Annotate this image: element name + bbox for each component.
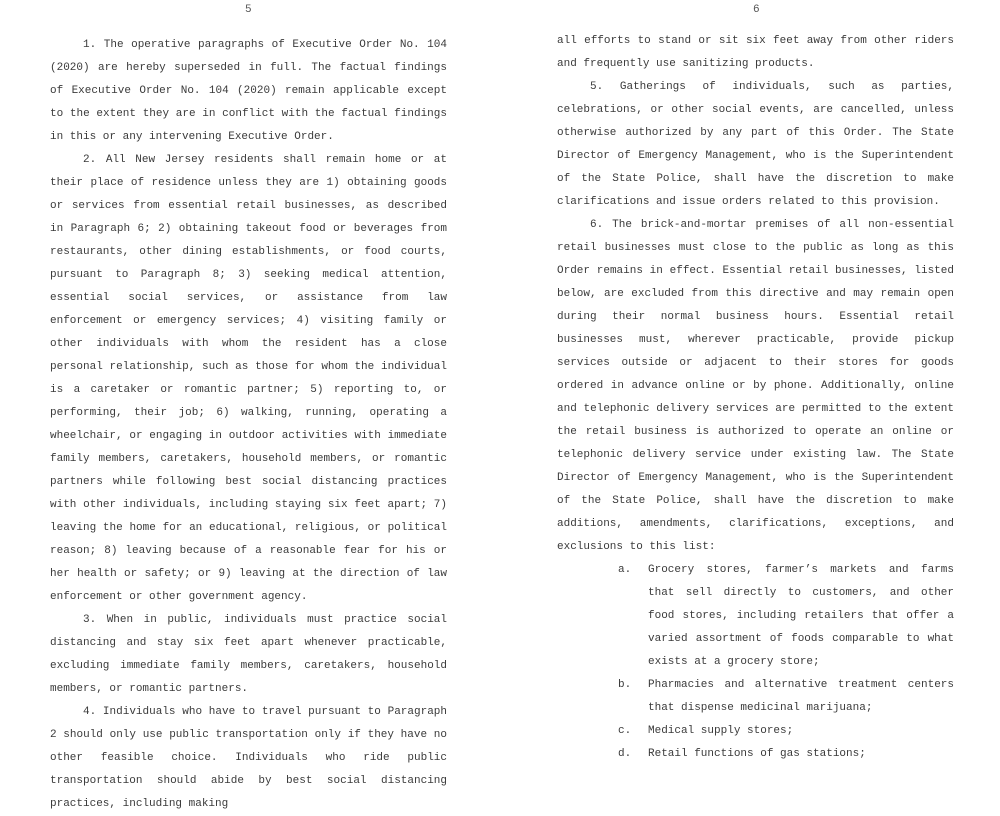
- list-item-text: Retail functions of gas stations;: [648, 748, 866, 760]
- list-item-letter: a.: [618, 564, 632, 576]
- list-item-letter: d.: [618, 748, 632, 760]
- paragraph-5: 5. Gatherings of individuals, such as parties, celebrations, or other social events, are cancelled, unless otherwise authorized by any part of this Order. The State Director of Emergency Management, who is the Superintendent of the State Police, shall have the discretion to make clarifications and issue orders related to this provision.: [557, 81, 954, 208]
- list-item: [557, 720, 954, 743]
- list-item-text: Pharmacies and alternative treatment centers that dispense medicinal marijuana;: [648, 679, 954, 714]
- paragraph-1: 1. The operative paragraphs of Executive Order No. 104 (2020) are hereby superseded in full. The factual findings of Executive Order No. 104 (2020) remain applicable except to the extent they are in conflict with the factual findings in this or any intervening Executive Order.: [50, 39, 447, 143]
- right-page-body: [557, 30, 954, 766]
- paragraph-4-continuation: all efforts to stand or sit six feet away from other riders and frequently use sanitizing products.: [557, 35, 954, 70]
- essential-retail-list: [557, 559, 954, 766]
- paragraph-4: 4. Individuals who have to travel pursuant to Paragraph 2 should only use public transportation only if they have no other feasible choice. Individuals who ride public transportation should abide by best social distancing practices, including making: [50, 706, 447, 810]
- left-page-body: [50, 34, 447, 816]
- list-item-letter: b.: [618, 679, 632, 691]
- paragraph-2: 2. All New Jersey residents shall remain home or at their place of residence unless they are 1) obtaining goods or services from essential retail businesses, as described in Paragraph 6; 2) obtaining takeout food or beverages from restaurants, other dining establishments, or food courts, pursuant to Paragraph 8; 3) seeking medical attention, essential social services, or assistance from law enforcement or emergency services; 4) visiting family or other individuals with whom the resident has a close personal relationship, such as those for whom the individual is a caretaker or romantic partner; 5) reporting to, or performing, their job; 6) walking, running, operating a wheelchair, or engaging in outdoor activities with immediate family members, caretakers, household members, or romantic partners while following best social distancing practices with other individuals, including staying six feet apart; 7) leaving the home for an educational, religious, or political reason; 8) leaving because of a reasonable fear for his or her health or safety; or 9) leaving at the direction of law enforcement or other government agency.: [50, 154, 447, 603]
- list-item-text: Grocery stores, farmer’s markets and farms that sell directly to customers, and other food stores, including retailers that offer a varied assortment of foods comparable to what exists at a grocery store;: [648, 564, 954, 668]
- right-page: [500, 0, 1000, 760]
- list-item-text: Medical supply stores;: [648, 725, 794, 737]
- page-number-right: 6: [753, 4, 760, 16]
- list-item: [557, 559, 954, 674]
- list-item: [557, 743, 954, 766]
- list-item: [557, 674, 954, 720]
- paragraph-6: 6. The brick-and-mortar premises of all non-essential retail businesses must close to the public as long as this Order remains in effect. Essential retail businesses, listed below, are excluded from this directive and may remain open during their normal business hours. Essential retail businesses must, wherever practicable, provide pickup services outside or adjacent to their stores for goods ordered in advance online or by phone. Additionally, online and telephonic delivery services are permitted to the extent the retail business is authorized to operate an online or telephonic delivery service under existing law. The State Director of Emergency Management, who is the Superintendent of the State Police, shall have the discretion to make additions, amendments, clarifications, exceptions, and exclusions to this list:: [557, 219, 954, 553]
- page-number-left: 5: [245, 4, 252, 16]
- left-page: [0, 0, 500, 810]
- paragraph-3: 3. When in public, individuals must practice social distancing and stay six feet apart whenever practicable, excluding immediate family members, caretakers, household members, or romantic partners.: [50, 614, 447, 695]
- list-item-letter: c.: [618, 725, 632, 737]
